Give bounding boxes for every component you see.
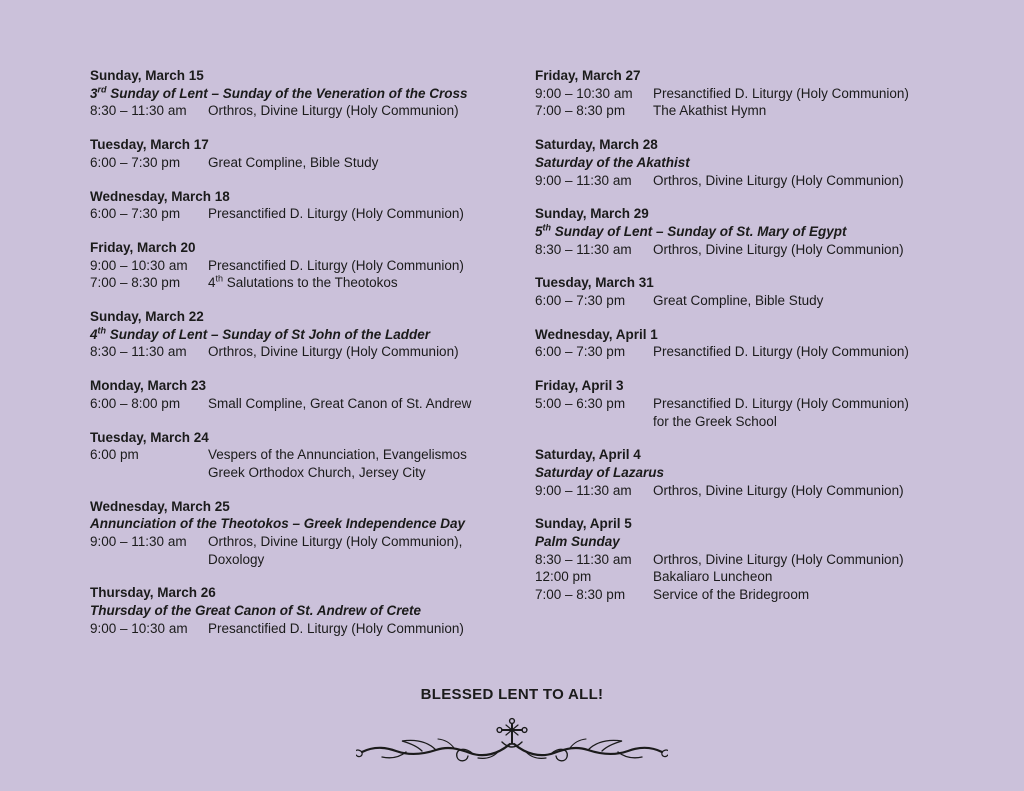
schedule-entry xyxy=(535,274,975,309)
service-time: 8:30 – 11:30 am xyxy=(90,344,187,360)
entry-date: Thursday, March 26 xyxy=(90,585,216,601)
service-description-line: Presanctified D. Liturgy (Holy Communion) xyxy=(653,344,909,360)
service-time: 6:00 – 7:30 pm xyxy=(535,344,626,360)
service-row xyxy=(535,482,975,500)
entry-date: Wednesday, March 18 xyxy=(90,188,230,204)
entry-feast-title: 3rd Sunday of Lent – Sunday of the Veneration of the Cross xyxy=(90,84,468,101)
service-row xyxy=(90,446,530,481)
service-description-line: Greek Orthodox Church, Jersey City xyxy=(208,464,426,480)
entry-date: Saturday, March 28 xyxy=(535,137,658,153)
ornament-container xyxy=(0,716,1024,769)
service-description-line: Orthros, Divine Liturgy (Holy Communion) xyxy=(208,344,459,360)
entry-date: Friday, April 3 xyxy=(535,378,624,394)
service-row xyxy=(535,241,975,259)
service-description-line: Orthros, Divine Liturgy (Holy Communion), xyxy=(208,534,463,550)
entry-feast-title: Palm Sunday xyxy=(535,534,620,550)
schedule-entry xyxy=(90,188,530,223)
service-description xyxy=(653,172,975,190)
service-description-line: 4th Salutations to the Theotokos xyxy=(208,273,398,291)
service-row xyxy=(90,274,530,292)
service-row xyxy=(90,102,530,120)
service-time: 9:00 – 11:30 am xyxy=(535,172,632,188)
service-time: 8:30 – 11:30 am xyxy=(535,241,632,257)
service-description xyxy=(208,257,530,275)
service-description xyxy=(208,205,530,223)
entry-date: Sunday, April 5 xyxy=(535,516,632,532)
footer-message: BLESSED LENT TO ALL! xyxy=(420,686,604,703)
service-row xyxy=(90,395,530,413)
entry-feast-title: 4th Sunday of Lent – Sunday of St John of the Ladder xyxy=(90,325,431,342)
service-description-line: for the Greek School xyxy=(653,413,777,429)
service-description xyxy=(653,102,975,120)
service-time: 7:00 – 8:30 pm xyxy=(535,103,626,119)
entry-date: Saturday, April 4 xyxy=(535,447,641,463)
service-time: 9:00 – 10:30 am xyxy=(90,620,188,636)
service-description xyxy=(653,395,975,430)
service-description xyxy=(208,395,530,413)
schedule-entry xyxy=(90,429,530,482)
service-description-line: Vespers of the Annunciation, Evangelismos xyxy=(208,447,467,463)
service-row xyxy=(90,205,530,223)
cross-flourish-ornament xyxy=(356,716,668,764)
service-description xyxy=(208,274,530,292)
service-description xyxy=(653,482,975,500)
schedule-entry xyxy=(535,136,975,189)
schedule-entry xyxy=(535,446,975,499)
entry-feast-title: Thursday of the Great Canon of St. Andrew of Crete xyxy=(90,603,422,619)
service-description xyxy=(653,85,975,103)
entry-date: Friday, March 20 xyxy=(90,239,196,255)
entry-feast-title: Saturday of Lazarus xyxy=(535,464,665,480)
service-time: 6:00 – 8:00 pm xyxy=(90,395,181,411)
service-row xyxy=(90,533,530,568)
service-time: 6:00 pm xyxy=(90,447,139,463)
schedule-column-left xyxy=(90,67,530,638)
service-row xyxy=(535,395,975,430)
service-description-line: Great Compline, Bible Study xyxy=(653,293,824,309)
service-description xyxy=(208,154,530,172)
service-description-line: Doxology xyxy=(208,551,265,567)
entry-date: Tuesday, March 24 xyxy=(90,429,209,445)
service-description xyxy=(208,343,530,361)
service-row xyxy=(535,586,975,604)
service-time: 9:00 – 11:30 am xyxy=(90,534,187,550)
schedule-entry xyxy=(90,239,530,292)
service-row xyxy=(535,85,975,103)
service-time: 7:00 – 8:30 pm xyxy=(90,275,181,291)
service-description-line: Presanctified D. Liturgy (Holy Communion) xyxy=(208,620,464,636)
service-row xyxy=(535,551,975,569)
service-row xyxy=(535,568,975,586)
schedule-entry xyxy=(535,377,975,430)
service-time: 5:00 – 6:30 pm xyxy=(535,395,626,411)
service-description-line: Presanctified D. Liturgy (Holy Communion) xyxy=(208,257,464,273)
service-time: 12:00 pm xyxy=(535,569,592,585)
service-description xyxy=(653,551,975,569)
entry-date: Sunday, March 15 xyxy=(90,68,204,83)
entry-date: Wednesday, April 1 xyxy=(535,326,658,342)
service-description xyxy=(653,568,975,586)
service-description-line: Presanctified D. Liturgy (Holy Communion) xyxy=(653,85,909,101)
service-row xyxy=(535,172,975,190)
service-description-line: The Akathist Hymn xyxy=(653,103,767,119)
service-description-line: Service of the Bridegroom xyxy=(653,587,810,603)
service-row xyxy=(535,292,975,310)
service-description xyxy=(208,533,530,568)
service-time: 9:00 – 11:30 am xyxy=(535,482,632,498)
service-row xyxy=(90,257,530,275)
schedule-entry xyxy=(90,67,530,120)
schedule-entry xyxy=(90,584,530,637)
schedule-entry xyxy=(535,205,975,258)
service-row xyxy=(535,343,975,361)
service-description xyxy=(208,446,530,481)
entry-date: Tuesday, March 31 xyxy=(535,275,654,291)
service-description-line: Orthros, Divine Liturgy (Holy Communion) xyxy=(653,172,904,188)
entry-date: Sunday, March 22 xyxy=(90,309,204,325)
entry-date: Wednesday, March 25 xyxy=(90,498,230,514)
service-row xyxy=(90,620,530,638)
service-description xyxy=(208,102,530,120)
entry-date: Friday, March 27 xyxy=(535,68,641,83)
service-description-line: Presanctified D. Liturgy (Holy Communion) xyxy=(208,206,464,222)
entry-date: Sunday, March 29 xyxy=(535,206,649,222)
schedule-entry xyxy=(90,136,530,171)
entry-feast-title: Annunciation of the Theotokos – Greek Independence Day xyxy=(90,516,466,532)
service-row xyxy=(90,154,530,172)
schedule-entry xyxy=(535,326,975,361)
service-description-line: Bakaliaro Luncheon xyxy=(653,569,773,585)
service-row xyxy=(90,343,530,361)
schedule-entry xyxy=(90,308,530,361)
schedule-entry xyxy=(535,515,975,604)
service-description-line: Presanctified D. Liturgy (Holy Communion) xyxy=(653,395,909,411)
service-description-line: Orthros, Divine Liturgy (Holy Communion) xyxy=(208,103,459,119)
service-description xyxy=(653,343,975,361)
entry-date: Tuesday, March 17 xyxy=(90,137,209,153)
entry-feast-title: 5th Sunday of Lent – Sunday of St. Mary of Egypt xyxy=(535,222,847,239)
service-time: 6:00 – 7:30 pm xyxy=(90,206,181,222)
service-description-line: Orthros, Divine Liturgy (Holy Communion) xyxy=(653,551,904,567)
service-description xyxy=(208,620,530,638)
service-description-line: Small Compline, Great Canon of St. Andrew xyxy=(208,395,472,411)
entry-feast-title: Saturday of the Akathist xyxy=(535,154,690,170)
schedule-column-right xyxy=(535,67,975,604)
service-time: 9:00 – 10:30 am xyxy=(90,257,188,273)
service-description xyxy=(653,241,975,259)
service-time: 9:00 – 10:30 am xyxy=(535,85,633,101)
service-description xyxy=(653,586,975,604)
service-time: 8:30 – 11:30 am xyxy=(535,551,632,567)
service-description-line: Orthros, Divine Liturgy (Holy Communion) xyxy=(653,482,904,498)
service-time: 6:00 – 7:30 pm xyxy=(535,293,626,309)
service-time: 6:00 – 7:30 pm xyxy=(90,154,181,170)
schedule-entry xyxy=(90,498,530,569)
schedule-entry xyxy=(535,67,975,120)
service-time: 8:30 – 11:30 am xyxy=(90,103,187,119)
service-description-line: Great Compline, Bible Study xyxy=(208,154,379,170)
service-description-line: Orthros, Divine Liturgy (Holy Communion) xyxy=(653,241,904,257)
service-row xyxy=(535,102,975,120)
schedule-entry xyxy=(90,377,530,412)
service-time: 7:00 – 8:30 pm xyxy=(535,587,626,603)
service-description xyxy=(653,292,975,310)
entry-date: Monday, March 23 xyxy=(90,378,207,394)
